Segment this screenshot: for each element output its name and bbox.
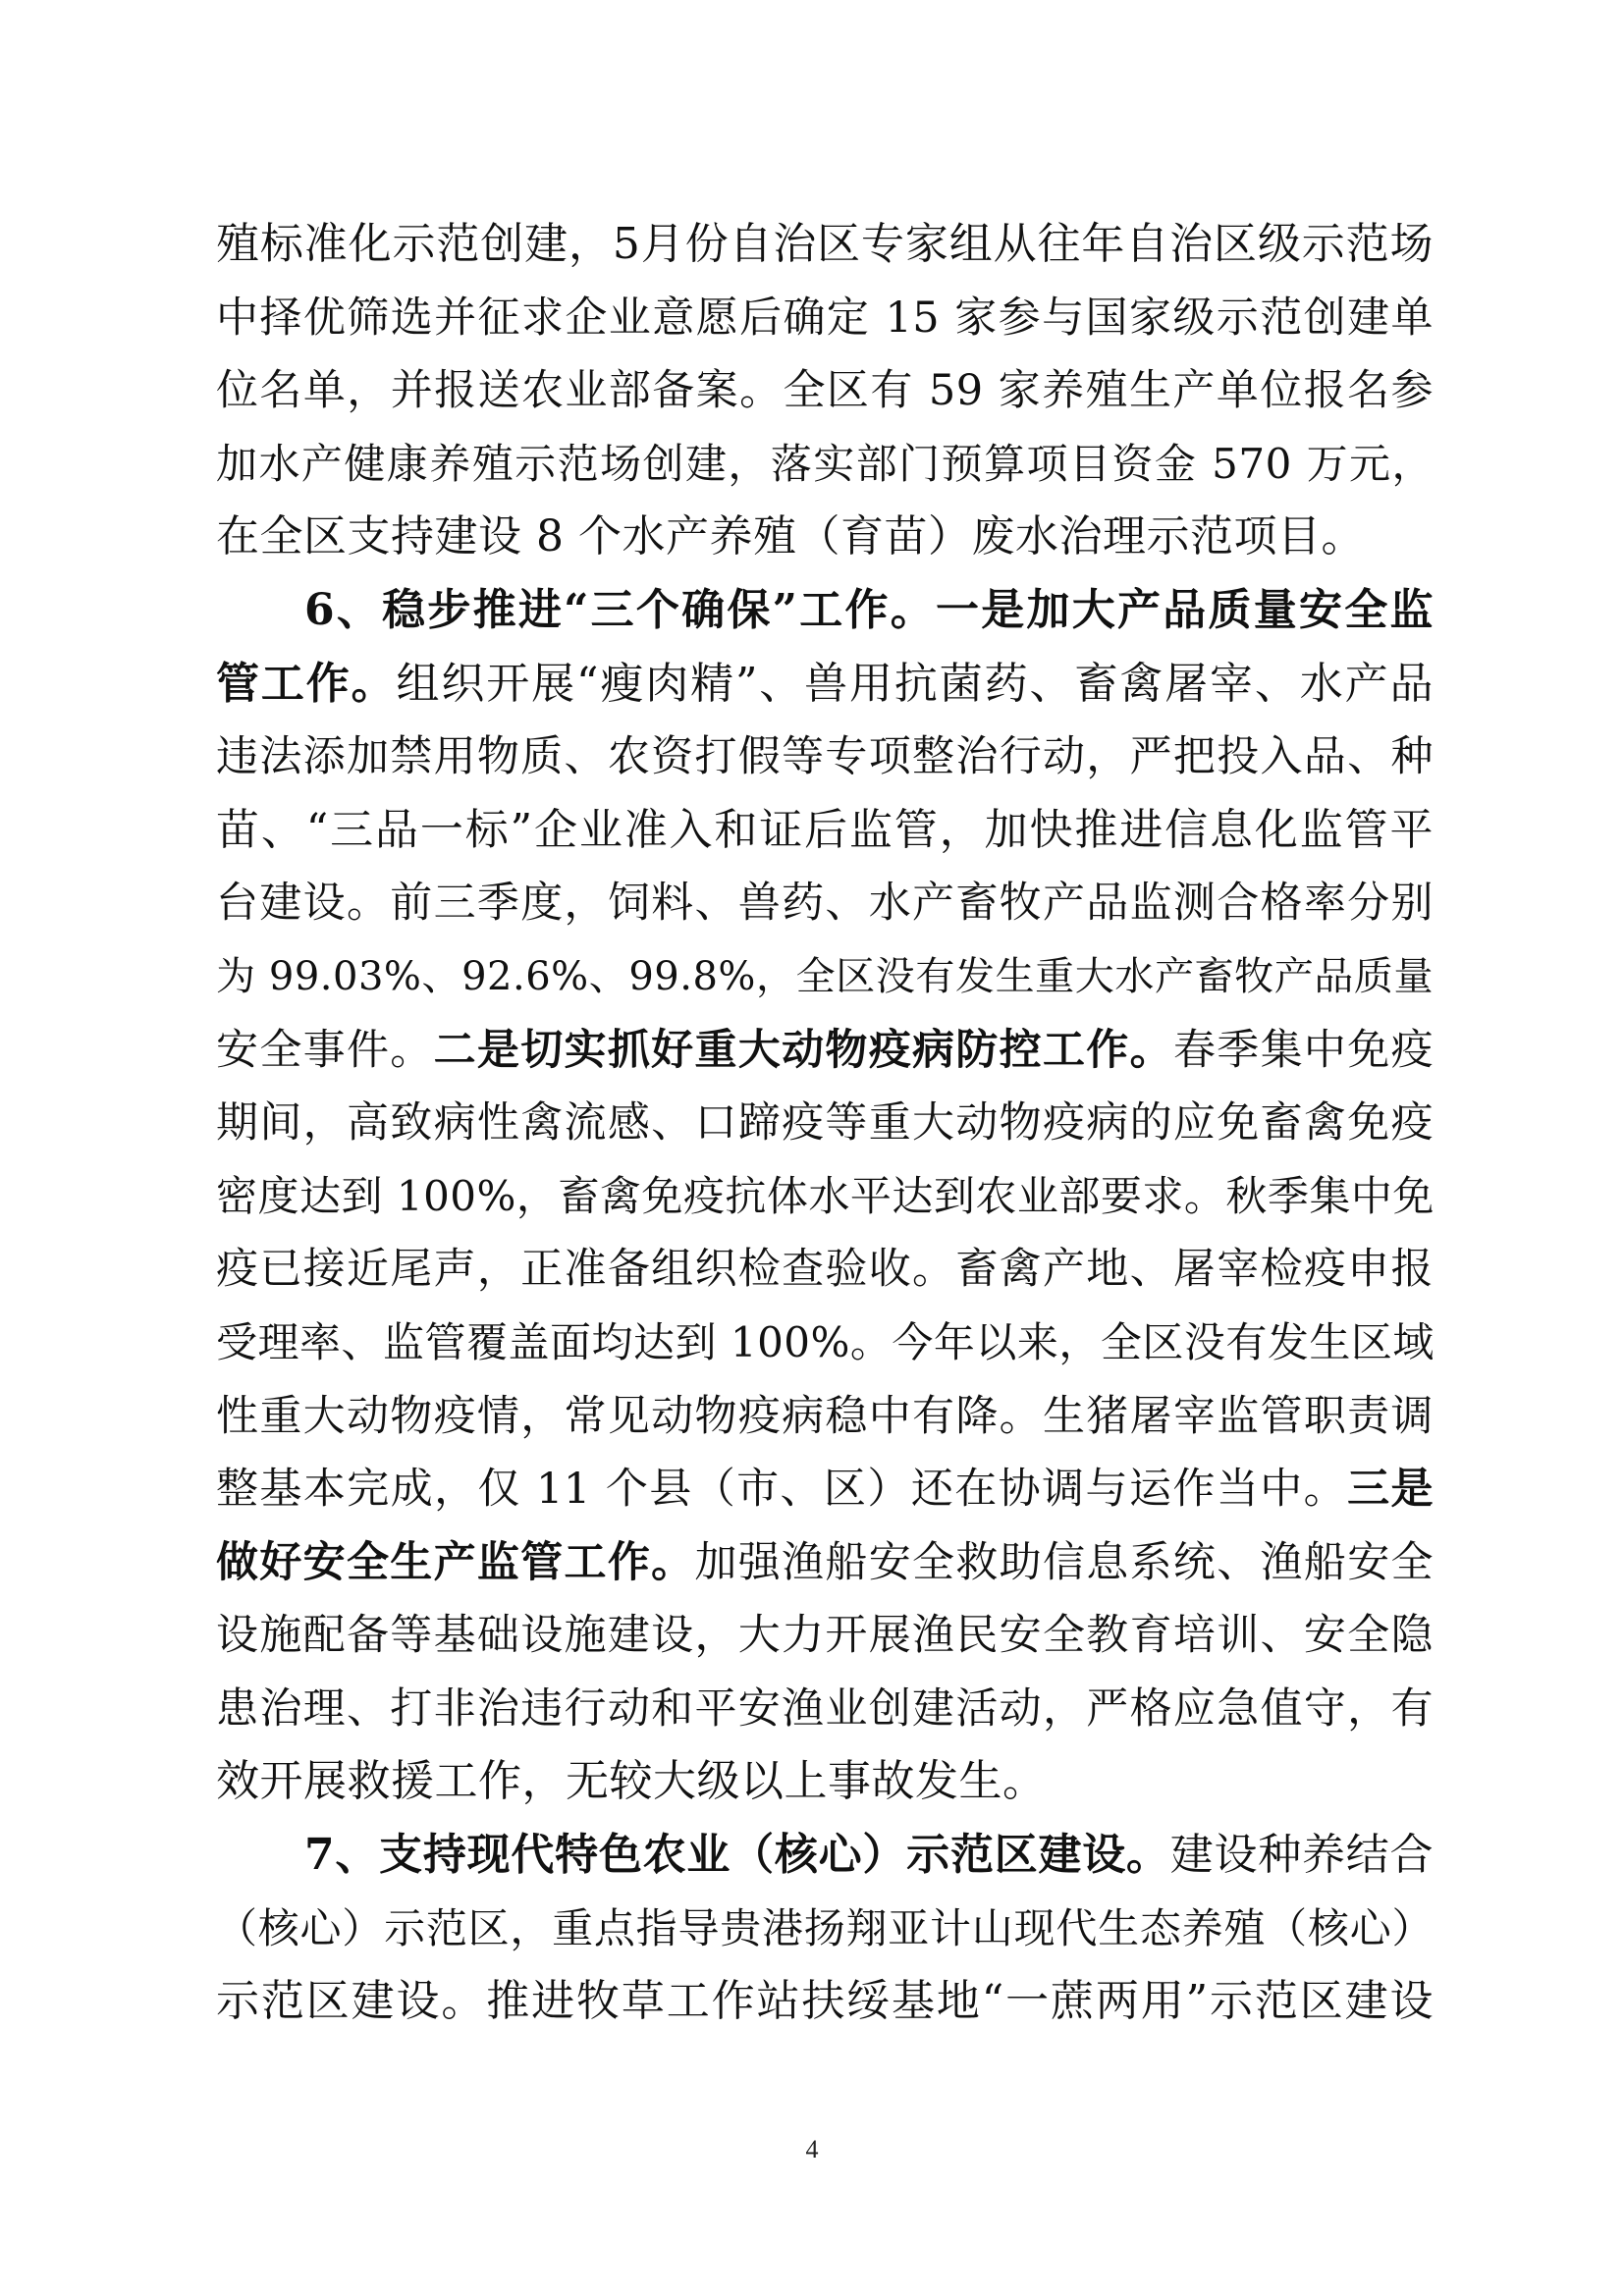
bold-text-segment: 二是切实抓好重大动物疫病防控工作。 <box>433 1025 1173 1075</box>
text-segment: 患治理、打非治违行动和平安渔业创建活动，严格应急值守，有 <box>216 1683 1434 1734</box>
bold-text-segment: 三是 <box>1347 1465 1435 1515</box>
text-segment: 加强渔船安全救助信息系统、渔船安全 <box>694 1537 1435 1587</box>
text-segment: （核心）示范区，重点指导贵港扬翔亚计山现代生态养殖（核心） <box>216 1903 1434 1952</box>
text-segment: 为 99.03%、92.6%、99.8%，全区没有发生重大水产畜牧产品质量 <box>216 953 1434 999</box>
text-segment: 示范区建设。推进牧草工作站扶绥基地“一蔗两用”示范区建设 <box>216 1976 1434 2027</box>
text-segment: 违法添加禁用物质、农资打假等专项整治行动，严把投入品、种 <box>216 732 1434 782</box>
text-line <box>216 940 1434 1014</box>
text-line <box>216 867 1434 940</box>
text-segment: 加水产健康养殖示范场创建，落实部门预算项目资金 570 万元， <box>216 439 1434 488</box>
text-segment: 组织开展“瘦肉精”、兽用抗菌药、畜禽屠宰、水产品 <box>396 658 1434 709</box>
text-segment: 在全区支持建设 8 个水产养殖（育苗）废水治理示范项目。 <box>216 511 1365 562</box>
text-segment: 效开展救援工作，无较大级以上事故发生。 <box>216 1756 1047 1807</box>
text-line <box>216 1965 1434 2039</box>
text-line <box>216 1526 1434 1600</box>
text-segment: 苗、“三品一标”企业准入和证后监管，加快推进信息化监管平 <box>216 804 1434 855</box>
text-line <box>216 1673 1434 1746</box>
page-number: 4 <box>805 2135 819 2163</box>
text-segment: 性重大动物疫情，常见动物疫病稳中有降。生猪屠宰监管职责调 <box>216 1391 1434 1441</box>
text-line <box>216 1453 1434 1526</box>
text-line <box>216 721 1434 794</box>
text-segment: 台建设。前三季度，饲料、兽药、水产畜牧产品监测合格率分别 <box>216 879 1434 929</box>
text-segment: 春季集中免疫 <box>1172 1025 1435 1075</box>
text-segment: 中择优筛选并征求企业意愿后确定 15 家参与国家级示范创建单 <box>216 293 1434 343</box>
bold-text-segment: 6、稳步推进“三个确保”工作。一是加大产品质量安全监 <box>304 584 1434 635</box>
text-segment: 密度达到 100%，畜禽免疫抗体水平达到农业部要求。秋季集中免 <box>216 1171 1435 1220</box>
text-line <box>216 1745 1434 1819</box>
text-line <box>216 1087 1434 1160</box>
text-line <box>216 794 1434 868</box>
text-line <box>216 1819 1434 1893</box>
bold-text-segment: 做好安全生产监管工作。 <box>216 1537 695 1587</box>
text-line <box>216 1307 1434 1380</box>
text-line <box>216 428 1434 502</box>
text-segment: 设施配备等基础设施建设，大力开展渔民安全教育培训、安全隐 <box>216 1611 1434 1661</box>
text-line <box>216 208 1434 282</box>
body-text <box>216 208 1434 2039</box>
text-segment: 建设种养结合 <box>1169 1830 1434 1881</box>
bold-text-segment: 7、支持现代特色农业（核心）示范区建设。 <box>304 1830 1170 1881</box>
text-line <box>216 1893 1434 1966</box>
text-segment: 殖标准化示范创建，5月份自治区专家组从往年自治区级示范场 <box>216 219 1434 269</box>
text-segment: 位名单，并报送农业部备案。全区有 59 家养殖生产单位报名参 <box>216 366 1434 416</box>
text-line <box>216 648 1434 721</box>
text-line <box>216 501 1434 574</box>
text-line <box>216 1160 1434 1234</box>
bold-text-segment: 管工作。 <box>216 658 397 709</box>
text-line <box>216 1014 1434 1088</box>
text-line <box>216 574 1434 648</box>
text-segment: 安全事件。 <box>216 1025 434 1075</box>
text-line <box>216 1233 1434 1307</box>
text-line <box>216 1599 1434 1673</box>
text-segment: 受理率、监管覆盖面均达到 100%。今年以来，全区没有发生区域 <box>216 1317 1435 1366</box>
text-segment: 疫已接近尾声，正准备组织检查验收。畜禽产地、屠宰检疫申报 <box>216 1245 1434 1295</box>
text-segment: 期间，高致病性禽流感、口蹄疫等重大动物疫病的应免畜禽免疫 <box>216 1098 1434 1148</box>
text-line <box>216 1380 1434 1454</box>
text-line <box>216 282 1434 355</box>
text-line <box>216 354 1434 428</box>
text-segment: 整基本完成，仅 11 个县（市、区）还在协调与运作当中。 <box>216 1465 1348 1515</box>
